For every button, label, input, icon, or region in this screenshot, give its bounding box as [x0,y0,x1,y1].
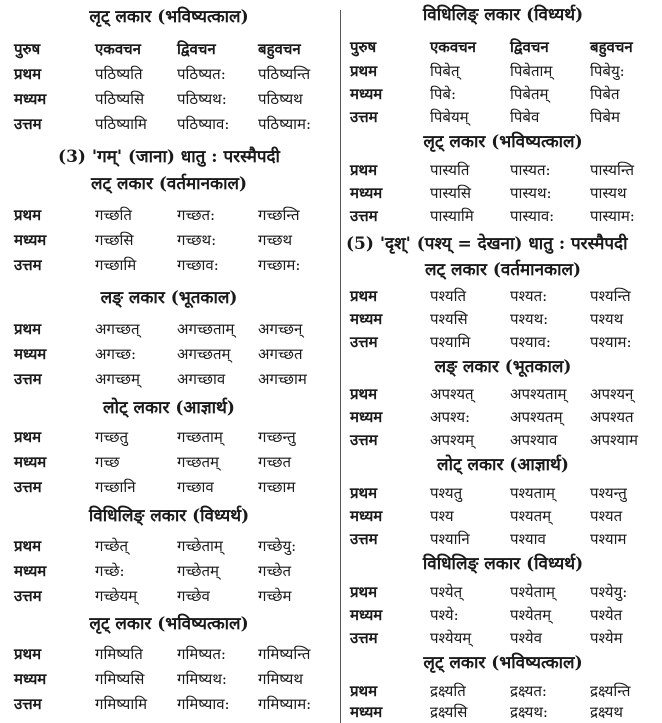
cell: पश्यन्तु [590,484,627,502]
cell: गच्छेयु: [258,537,297,555]
cell: पश्येतम् [510,606,552,624]
block-heading: लृट् लकार (भविष्यत्काल) [89,614,249,634]
cell: गच्छानि [95,478,136,496]
table-row [344,604,662,626]
cell: अपश्यतम् [510,408,563,426]
cell: अगच्छम् [95,370,140,388]
cell: गमिष्यथ: [177,670,227,688]
cell: गमिष्यसि [95,670,145,688]
row-label: मध्यम [350,184,383,202]
table-row [0,63,338,85]
row-label: उत्तम [350,629,378,647]
table-row [344,701,662,723]
block-heading: विधिलिङ् लकार (विध्यर्थ) [422,554,584,574]
cell: पिबे: [430,85,457,103]
table-row [0,585,338,607]
cell: पास्यसि [430,184,471,202]
cell: अपश्यताम् [510,385,567,403]
cell: गच्छतम् [177,453,220,471]
table-row [344,581,662,603]
cell: पिबेताम् [510,62,553,80]
table-row [344,159,662,181]
block-heading: लङ् लकार (भूतकाल) [434,357,572,377]
cell: गच्छेयम् [95,587,138,605]
cell: पठिष्यथ: [177,90,227,108]
cell: पश्यति [430,287,467,305]
cell: पश्यत [590,507,623,525]
cell: पश्यसि [430,310,468,328]
block-heading: लोट् लकार (आज्ञार्थ) [437,455,569,475]
cell: गच्छेतम् [177,562,220,580]
cell: गमिष्याव: [177,695,230,713]
row-label: मध्यम [14,231,47,249]
table-row [0,426,338,448]
cell: गच्छति [95,206,132,224]
cell: पठिष्यत: [177,65,226,83]
row-label: मध्यम [14,90,47,108]
row-label: मध्यम [350,310,383,328]
row-label: मध्यम [14,345,47,363]
column-header: एकवचन [430,38,477,56]
block-heading: लृट् लकार (भविष्यत्काल) [89,7,249,27]
cell: पास्याव: [510,207,555,225]
row-label: मध्यम [350,606,383,624]
cell: पश्यामि [430,333,471,351]
cell: पठिष्यसि [95,90,145,108]
cell: पिबेयम् [430,108,469,126]
row-label: प्रथम [14,428,42,446]
cell: पिबेम [590,108,620,126]
row-label: उत्तम [14,587,42,605]
cell: पश्यतु [430,484,463,502]
cell: पास्यत: [510,161,551,179]
row-label: मध्यम [14,453,47,471]
cell: द्रक्ष्यत: [510,682,547,700]
row-label: प्रथम [350,385,378,403]
cell: गमिष्यथ [258,670,303,688]
cell: गमिष्यत: [177,645,226,663]
cell: अपश्यत् [430,385,474,403]
cell: अगच्छत [258,345,303,363]
block-heading: विधिलिङ् लकार (विध्यर्थ) [422,5,584,25]
column-header: द्विवचन [177,40,216,58]
cell: पश्येताम् [510,583,556,601]
row-label: मध्यम [14,562,47,580]
cell: पश्यथ [590,310,624,328]
cell: द्रक्ष्यसि [430,703,468,721]
cell: पठिष्याम: [258,115,312,133]
cell: पठिष्यन्ति [258,65,311,83]
cell: पश्यतम् [510,507,552,525]
cell: पठिष्यामि [95,115,147,133]
cell: पिबेत [590,85,620,103]
table-row [344,627,662,649]
cell: अपश्यन् [590,385,634,403]
cell: अगच्छतम् [177,345,231,363]
row-label: उत्तम [350,207,378,225]
cell: पश्य [430,507,454,525]
cell: गच्छथ: [177,231,217,249]
section-title: (5) 'दृश्' (पश्य् = देखना) धातु : परस्मैपदी [346,234,628,254]
row-label: प्रथम [14,537,42,555]
row-label: उत्तम [14,695,42,713]
table-row [344,482,662,504]
cell: अगच्छत् [95,320,140,338]
table-row [344,528,662,550]
row-label: प्रथम [350,62,378,80]
table-row [344,60,662,82]
cell: अगच्छताम् [177,320,235,338]
cell: पास्यन्ति [590,161,634,179]
table-header-row [344,36,662,58]
row-label: प्रथम [14,320,42,338]
table-row [0,451,338,473]
cell: पास्यति [430,161,470,179]
row-label: उत्तम [350,108,378,126]
cell: द्रक्ष्यथ: [510,703,548,721]
cell: पश्यथ: [510,310,549,328]
section-title: (3) 'गम्' (जाना) धातु : परस्मैपदी [58,147,280,167]
row-label: उत्तम [350,431,378,449]
table-row [0,476,338,498]
row-label: मध्यम [350,507,383,525]
cell: पश्येत् [430,583,463,601]
table-row [0,229,338,251]
cell: गच्छत [258,453,292,471]
cell: पिबेतम् [510,85,549,103]
cell: गच्छे: [95,562,125,580]
table-row [344,406,662,428]
cell: पिबेत् [430,62,460,80]
cell: पास्यथ: [510,184,552,202]
cell: द्रक्ष्यन्ति [590,682,631,700]
cell: गच्छाव: [177,256,219,274]
row-label: उत्तम [14,478,42,496]
row-label: प्रथम [350,484,378,502]
cell: गच्छन्ति [258,206,300,224]
cell: गच्छेव [177,587,210,605]
table-row [344,505,662,527]
cell: गच्छेत् [95,537,129,555]
row-label: प्रथम [14,65,42,83]
cell: द्रक्ष्यथ [590,703,623,721]
cell: गच्छताम् [177,428,223,446]
cell: अपश्यम् [430,431,475,449]
cell: पठिष्यथ [258,90,303,108]
cell: गच्छेम [258,587,292,605]
cell: पिबेव [510,108,540,126]
cell: पास्यामि [430,207,474,225]
table-row [344,83,662,105]
column-header: बहुवचन [258,40,301,58]
cell: गच्छथ [258,231,293,249]
table-row [0,254,338,276]
cell: पश्येम [590,629,623,647]
table-row [0,204,338,226]
cell: गच्छेत [258,562,292,580]
table-row [0,318,338,340]
cell: अपश्य: [430,408,471,426]
row-label: मध्यम [350,408,383,426]
cell: गच्छाम: [258,256,301,274]
cell: पठिष्यति [95,65,143,83]
cell: पश्याम [590,530,627,548]
row-label: मध्यम [350,703,383,721]
cell: गमिष्यामि [95,695,148,713]
cell: पश्याम: [590,333,632,351]
cell: अगच्छन् [258,320,303,338]
cell: पश्ये: [430,606,459,624]
row-label: प्रथम [14,645,42,663]
table-row [0,668,338,690]
cell: गमिष्याम: [258,695,312,713]
table-row [0,368,338,390]
row-label: उत्तम [14,256,42,274]
row-label: उत्तम [14,115,42,133]
block-heading: लृट् लकार (भविष्यत्काल) [423,132,583,152]
cell: गच्छतु [95,428,129,446]
cell: पास्यथ [590,184,627,202]
cell: पश्येव [510,629,542,647]
table-row [344,308,662,330]
cell: अगच्छाव [177,370,226,388]
cell: गमिष्यन्ति [258,645,311,663]
table-row [344,429,662,451]
cell: पठिष्याव: [177,115,230,133]
cell: द्रक्ष्यति [430,682,466,700]
row-label: प्रथम [350,682,378,700]
block-heading: लट् लकार (वर्तमानकाल) [90,174,248,194]
table-row [344,331,662,353]
cell: गमिष्यति [95,645,143,663]
cell: पश्येयु: [590,583,628,601]
row-label: उत्तम [350,530,378,548]
cell: गच्छसि [95,231,134,249]
table-row [0,693,338,715]
table-row [344,383,662,405]
block-heading: विधिलिङ् लकार (विध्यर्थ) [88,506,250,526]
table-row [0,343,338,365]
row-label: प्रथम [350,161,378,179]
cell: गच्छेताम् [177,537,223,555]
table-header-row [0,38,338,60]
block-heading: लृट् लकार (भविष्यत्काल) [423,653,583,673]
cell: अगच्छाम [258,370,307,388]
cell: गच्छाम [258,478,296,496]
table-row [0,560,338,582]
table-row [0,643,338,665]
column-header: बहुवचन [590,38,633,56]
cell: गच्छत: [177,206,216,224]
table-row [0,535,338,557]
cell: गच्छाव [177,478,214,496]
table-row [344,285,662,307]
cell: पश्यताम् [510,484,556,502]
block-heading: लोट् लकार (आज्ञार्थ) [103,398,235,418]
cell: गच्छ [95,453,120,471]
column-header: एकवचन [95,40,142,58]
cell: पश्यन्ति [590,287,631,305]
table-row [344,205,662,227]
right-column [344,0,662,723]
cell: पश्येत [590,606,623,624]
block-heading: लट् लकार (वर्तमानकाल) [424,260,582,280]
column-header: पुरुष [350,38,377,56]
column-header: पुरुष [14,40,41,58]
table-row [344,680,662,702]
cell: अपश्याव [510,431,558,449]
row-label: उत्तम [14,370,42,388]
cell: पास्याम: [590,207,635,225]
cell: अपश्यत [590,408,634,426]
row-label: प्रथम [350,287,378,305]
table-row [344,182,662,204]
row-label: प्रथम [350,583,378,601]
row-label: उत्तम [350,333,378,351]
block-heading: लङ् लकार (भूतकाल) [100,288,238,308]
cell: गच्छामि [95,256,137,274]
row-label: मध्यम [14,670,47,688]
row-label: मध्यम [350,85,383,103]
table-row [0,113,338,135]
cell: अपश्याम [590,431,638,449]
table-row [344,106,662,128]
column-header: द्विवचन [510,38,549,56]
column-divider [340,10,341,723]
cell: गच्छन्तु [258,428,296,446]
cell: पश्यत: [510,287,548,305]
cell: पश्येयम् [430,629,472,647]
cell: पश्याव: [510,333,551,351]
cell: अगच्छ: [95,345,136,363]
row-label: प्रथम [14,206,42,224]
cell: पश्यानि [430,530,470,548]
cell: पश्याव [510,530,546,548]
table-row [0,88,338,110]
cell: पिबेयु: [590,62,625,80]
